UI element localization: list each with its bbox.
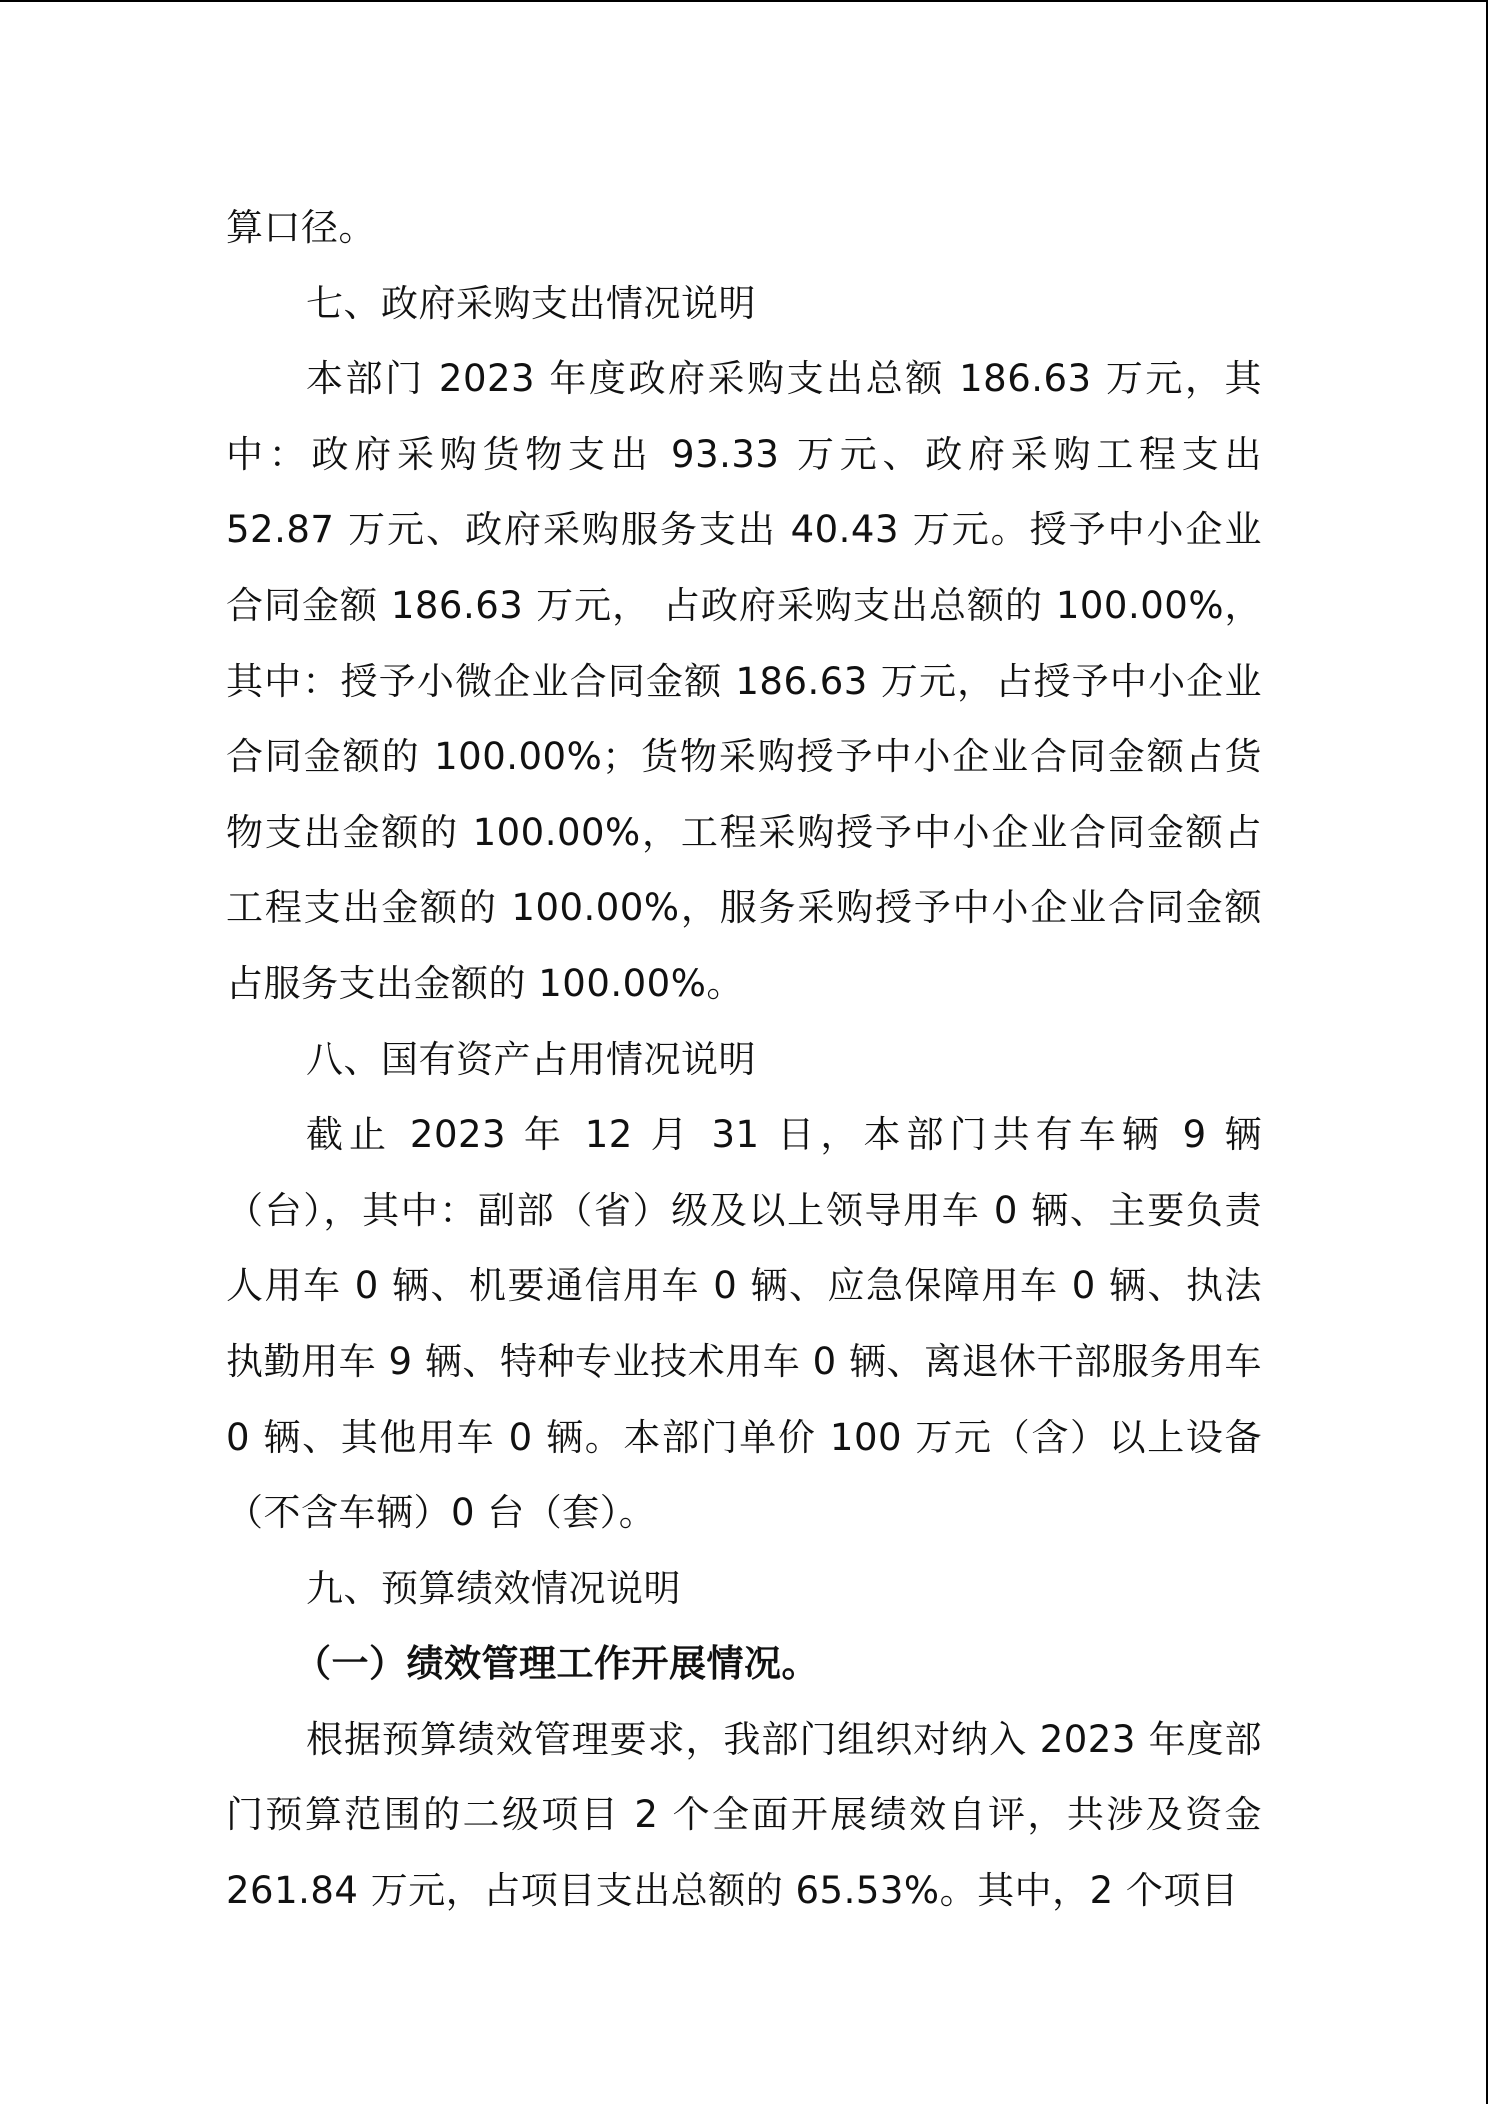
subsection-heading-performance-management: （一）绩效管理工作开展情况。 bbox=[294, 1642, 819, 1686]
paragraph-continuation: 算口径。 bbox=[226, 206, 376, 249]
section-heading-performance: 九、预算绩效情况说明 bbox=[306, 1566, 681, 1610]
section-heading-assets: 八、国有资产占用情况说明 bbox=[306, 1037, 756, 1081]
paragraph-assets: 截止 2023 年 12 月 31 日，本部门共有车辆 9 辆（台），其中：副部（省）级及以上领导用车 0 辆、主要负责人用车 0 辆、机要通信用车 0 辆、应急保障用车 0 辆、执法执勤用车 9 辆、特种专业技术用车 0 辆、离退休干部服务用车 0 辆、其他用车 0 辆。本部门单价 100 万元（含）以上设备（不含车辆）0 台（套）。 bbox=[226, 1113, 1262, 1535]
paragraph-performance: 根据预算绩效管理要求，我部门组织对纳入 2023 年度部门预算范围的二级项目 2 个全面开展绩效自评，共涉及资金 261.84 万元，占项目支出总额的 65.53%。其中，2 个项目 bbox=[226, 1717, 1262, 1913]
section-heading-procurement: 七、政府采购支出情况说明 bbox=[306, 281, 756, 325]
document-body bbox=[226, 190, 1262, 1929]
paragraph-procurement: 本部门 2023 年度政府采购支出总额 186.63 万元，其中：政府采购货物支出 93.33 万元、政府采购工程支出 52.87 万元、政府采购服务支出 40.43 万元。授予中小企业合同金额 186.63 万元， 占政府采购支出总额的 100.00%，其中：授予小微企业合同金额 186.63 万元，占授予中小企业合同金额的 100.00%；货物采购授予中小企业合同金额占货物支出金额的 100.00%，工程采购授予中小企业合同金额占工程支出金额的 100.00%，服务采购授予中小企业合同金额占服务支出金额的 100.00%。 bbox=[226, 357, 1262, 1005]
